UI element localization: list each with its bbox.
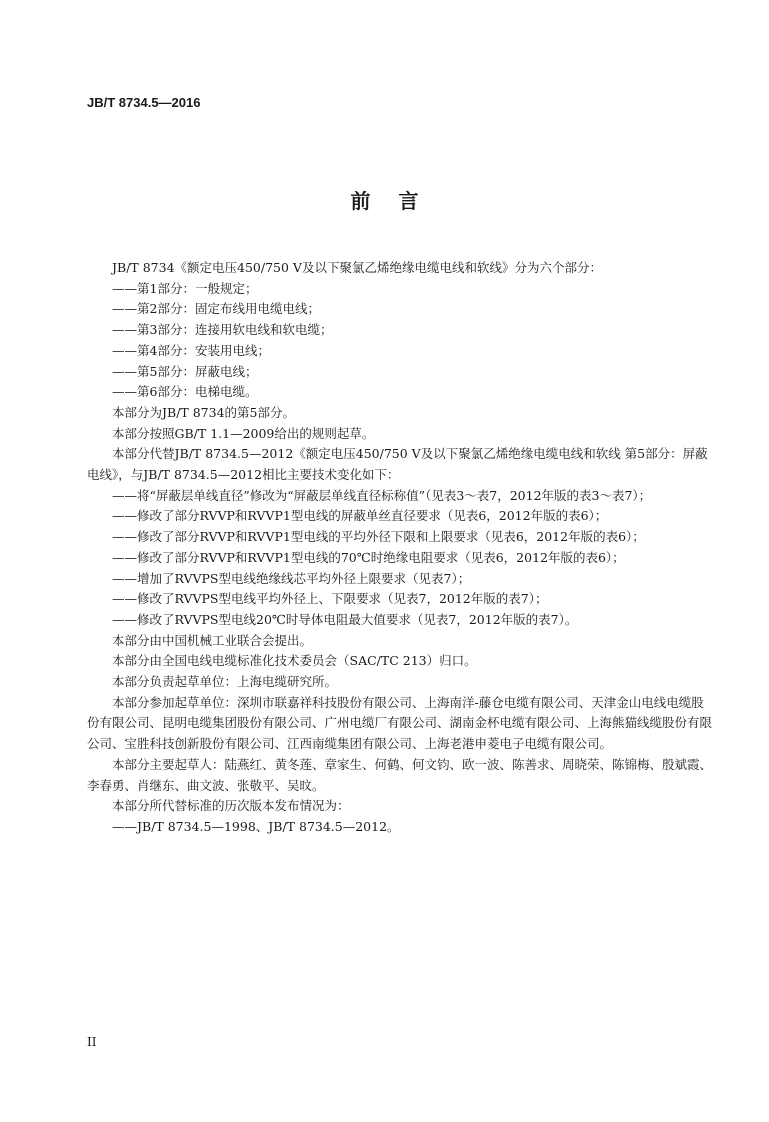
- replaces-paragraph: 本部分代替JB/T 8734.5—2012《额定电压450/750 V及以下聚氯乙烯绝缘电缆电线和软线 第5部分：屏蔽电线》，与JB/T 8734.5—2012相比主要技术变化如下：: [87, 446, 708, 483]
- part-item: ——第4部分：安装用电线；: [112, 342, 270, 358]
- centralized-paragraph: 本部分由全国电线电缆标准化技术委员会（SAC/TC 213）归口。: [112, 653, 477, 669]
- page-number: II: [87, 1035, 97, 1049]
- change-item: ——修改了RVVPS型电线20℃时导体电阻最大值要求（见表7，2012年版的表7）。: [112, 611, 578, 627]
- part-item: ——第1部分：一般规定；: [112, 280, 258, 296]
- page-title: 前言: [350, 189, 447, 213]
- change-item: ——增加了RVVPS型电线绝缘线芯平均外径上限要求（见表7）；: [112, 570, 471, 586]
- change-item: ——修改了部分RVVP和RVVP1型电线的70℃时绝缘电阻要求（见表6，2012年版的表6）；: [112, 549, 625, 565]
- history-intro-paragraph: 本部分所代替标准的历次版本发布情况为：: [112, 798, 350, 814]
- standard-number-header: JB/T 8734.5—2016: [87, 95, 201, 110]
- part-item: ——第3部分：连接用软电线和软电缆；: [112, 322, 333, 338]
- change-item: ——修改了部分RVVP和RVVP1型电线的屏蔽单丝直径要求（见表6，2012年版的表6）；: [112, 508, 608, 524]
- change-item: ——修改了部分RVVP和RVVP1型电线的平均外径下限和上限要求（见表6，2012年版的表6）；: [112, 529, 645, 545]
- drafters-paragraph: 本部分主要起草人：陆燕红、黄冬莲、章家生、何鹤、何文钧、欧一波、陈善求、周晓荣、陈锦梅、殷斌霞、李春勇、肖继东、曲文波、张敬平、吴旼。: [87, 756, 713, 793]
- lead-unit-paragraph: 本部分负责起草单位：上海电缆研究所。: [112, 674, 338, 690]
- part-item: ——第6部分：电梯电缆。: [112, 384, 258, 400]
- history-item: ——JB/T 8734.5—1998、JB/T 8734.5—2012。: [112, 818, 400, 834]
- this-part-paragraph: 本部分为JB/T 8734的第5部分。: [112, 404, 295, 420]
- part-item: ——第5部分：屏蔽电线；: [112, 363, 258, 379]
- change-item: ——修改了RVVPS型电线平均外径上、下限要求（见表7，2012年版的表7）；: [112, 591, 548, 607]
- part-item: ——第2部分：固定布线用电缆电线；: [112, 301, 320, 317]
- participants-paragraph: 本部分参加起草单位：深圳市联嘉祥科技股份有限公司、上海南洋-藤仓电缆有限公司、天津金山电线电缆股份有限公司、昆明电缆集团股份有限公司、广州电缆厂有限公司、湖南金杯电缆有限公司、上海熊猫线缆股份有限公司、宝胜科技创新股份有限公司、江西南缆集团有限公司、上海老港申菱电子电缆有限公司。: [87, 694, 713, 752]
- proposed-paragraph: 本部分由中国机械工业联合会提出。: [112, 632, 313, 648]
- intro-paragraph: JB/T 8734《额定电压450/750 V及以下聚氯乙烯绝缘电缆电线和软线》分为六个部分：: [112, 260, 602, 275]
- change-item: ——将“屏蔽层单线直径”修改为“屏蔽层单线直径标称值”（见表3～表7，2012年版的表3～表7）；: [112, 487, 652, 503]
- foreword-body: [87, 258, 714, 838]
- drafting-rules-paragraph: 本部分按照GB/T 1.1—2009给出的规则起草。: [112, 425, 375, 441]
